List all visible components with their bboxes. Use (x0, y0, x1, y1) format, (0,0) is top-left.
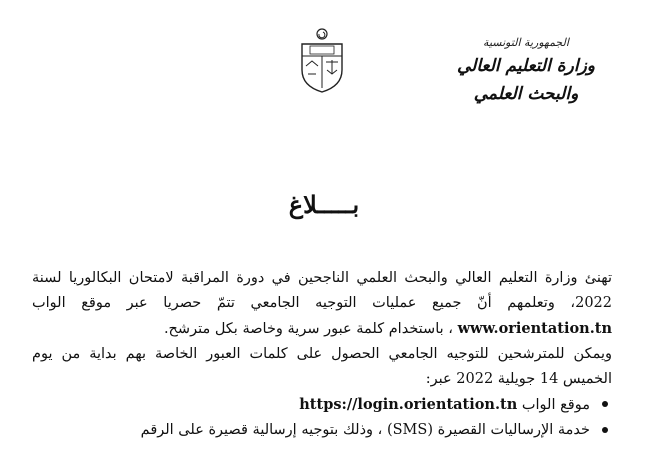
login-website-link[interactable]: https://login.orientation.tn (299, 396, 518, 413)
announcement-title: بـــــلاغ (288, 190, 360, 219)
ministry-name-line2: والبحث العلمي (473, 84, 579, 104)
tunisia-coat-of-arms-icon (296, 26, 348, 96)
channels-list (32, 392, 612, 443)
list-item (32, 418, 612, 443)
announcement-body (32, 266, 612, 443)
list-item (32, 392, 612, 418)
orientation-website-link[interactable]: www.orientation.tn (457, 320, 612, 337)
list-item-label: موقع الواب (521, 397, 590, 413)
bullet-icon (602, 427, 608, 433)
ministry-name-line1: وزارة التعليم العالي (456, 56, 596, 76)
bullet-icon (602, 401, 608, 407)
ministry-header (436, 36, 616, 105)
paragraph-1 (32, 266, 612, 342)
paragraph-1-text-a: تهنئ وزارة التعليم العالي والبحث العلمي الناجحين في دورة المراقبة لامتحان البكالوريا لسنة 2022، وتعلمهم أنّ جميع عمليات التوجيه الجامعي تتمّ حصريا عبر موقع الواب (32, 270, 612, 311)
list-item-label: خدمة الإرساليات القصيرة (SMS) ، وذلك بتوجيه إرسالية قصيرة على الرقم (140, 422, 590, 438)
paragraph-2: ويمكن للمترشحين للتوجيه الجامعي الحصول على كلمات العبور الخاصة بهم بداية من يوم الخميس 14 جويلية 2022 عبر: (32, 346, 612, 387)
republic-label: الجمهورية التونسية (483, 36, 569, 49)
paragraph-1-text-b: ، باستخدام كلمة عبور سرية وخاصة بكل مترشح. (163, 321, 453, 337)
